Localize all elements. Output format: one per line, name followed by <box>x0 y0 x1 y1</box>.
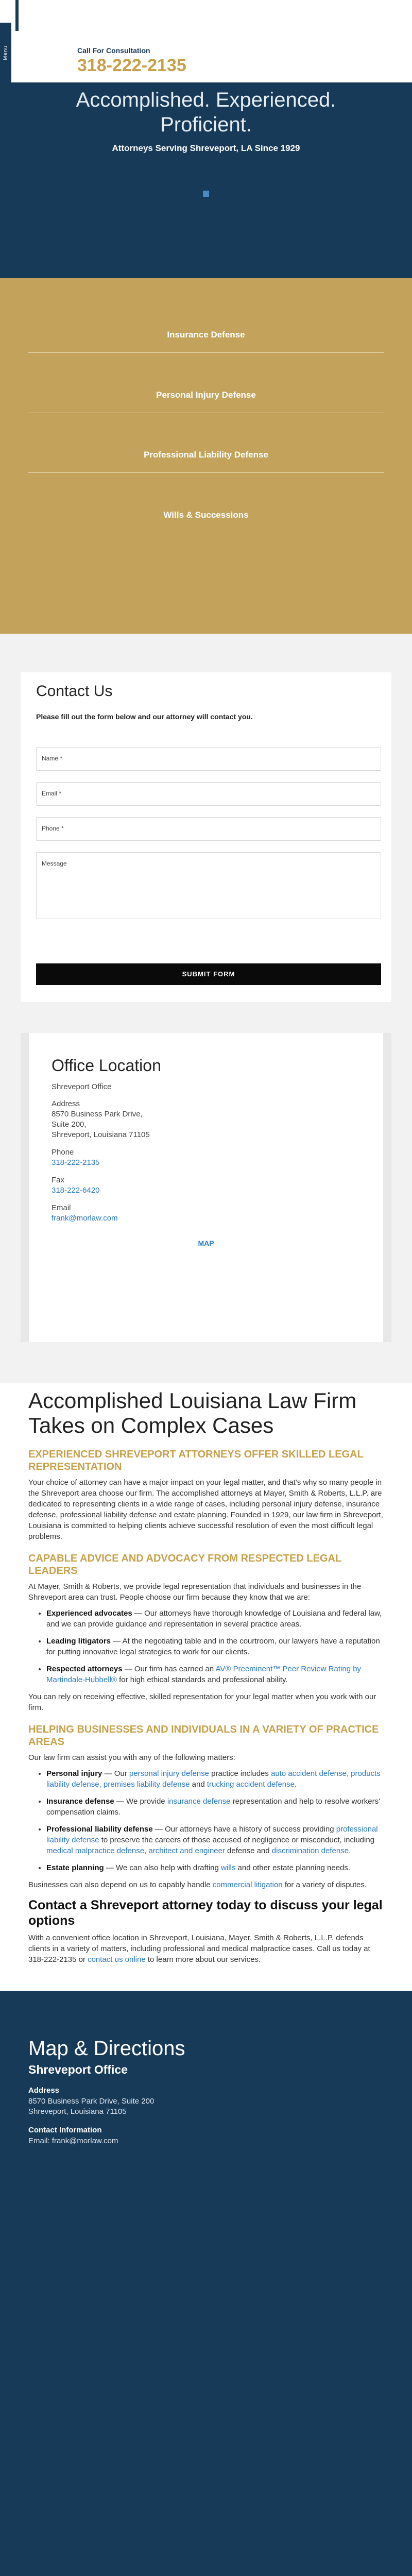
hero-title <box>0 82 412 137</box>
list-item <box>46 1664 384 1685</box>
discrimination-defense-link[interactable]: discrimination defense <box>271 1846 349 1855</box>
contact-online-link[interactable]: contact us online <box>88 1955 146 1964</box>
header-phone-link[interactable]: 318-222-2135 <box>77 56 186 75</box>
submit-form-button[interactable]: SUBMIT FORM <box>36 963 381 985</box>
section-heading: CAPABLE ADVICE AND ADVOCACY FROM RESPECTED LEGAL LEADERS <box>28 1553 341 1577</box>
practice-label: Professional Liability Defense <box>144 450 268 460</box>
list-term: Experienced advocates <box>46 1609 132 1618</box>
list-text: . <box>349 1846 351 1855</box>
list-text: — At the negotiating table and in the courtroom, our lawyers have a reputation for putting innovative legal strategies to work for our clients. <box>46 1637 380 1656</box>
card-side-bar <box>21 1033 29 1342</box>
text-span: for a variety of disputes. <box>282 1880 367 1889</box>
text-span: With a convenient office location in Shreveport, Louisiana, Mayer, Smith & Roberts, L.L.P. defends clients in a variety of matters, including professional and medical malpractice cases. Call us today at 318-222-2135 or <box>28 1934 370 1964</box>
list-term: Professional liability defense <box>46 1825 153 1834</box>
directions-email[interactable]: Email: frank@morlaw.com <box>28 2137 118 2145</box>
list-term: Estate planning <box>46 1863 104 1872</box>
list-text: defense and <box>225 1846 272 1855</box>
list-text: — We can also help with drafting <box>104 1863 221 1872</box>
list-term: Insurance defense <box>46 1797 114 1806</box>
hero-title-line2: Proficient. <box>160 113 252 136</box>
list-item <box>46 1796 384 1818</box>
malpractice-links[interactable]: medical malpractice defense, architect and engineer <box>46 1846 225 1855</box>
practice-label: Wills & Successions <box>163 510 249 520</box>
name-field[interactable]: Name * <box>36 747 381 771</box>
wills-link[interactable]: wills <box>221 1863 236 1872</box>
section-heading: HELPING BUSINESSES AND INDIVIDUALS IN A VARIETY OF PRACTICE AREAS <box>28 1724 379 1748</box>
card-side-bar <box>383 1033 391 1342</box>
site-header <box>0 0 412 82</box>
map-directions-section <box>0 1991 412 2576</box>
address-label: Address <box>52 1099 80 1108</box>
accident-defense-links[interactable]: auto accident defense, products liability defense, premises liability defense <box>46 1769 381 1789</box>
list-text: — Our attorneys have a history of success providing <box>152 1825 336 1834</box>
logo-mark[interactable] <box>15 0 19 31</box>
office-subtitle: Shreveport Office <box>52 1082 112 1091</box>
menu-tab[interactable]: Menu <box>0 23 11 82</box>
contact-intro: Please fill out the form below and our attorney will contact you. <box>36 713 253 721</box>
practice-item-professional-liability-defense[interactable] <box>28 450 384 460</box>
list-text: . <box>294 1780 297 1789</box>
practice-item-insurance-defense[interactable] <box>28 330 384 340</box>
office-title: Office Location <box>52 1056 161 1075</box>
insurance-defense-link[interactable]: insurance defense <box>167 1797 231 1806</box>
commercial-litigation-link[interactable]: commercial litigation <box>212 1880 283 1889</box>
practice-areas-band <box>0 278 412 634</box>
text-span: Businesses can also depend on us to capably handle <box>28 1880 213 1889</box>
image-placeholder-icon <box>203 191 209 197</box>
paragraph: Your choice of attorney can have a major impact on your legal matter, and that's why so many people in the Shreveport area choose our firm. The accomplished attorneys at Mayer, Smith & Roberts, L.L.P. are dedicated to representing clients in a wide range of cases, including personal injury defense, insurance defense, professional liability defense and estate planning. Founded in 1929, our law firm in Shreveport, Louisiana is committed to helping clients achieve successful resolution of even the most difficult legal problems. <box>28 1478 383 1541</box>
list-term: Respected attorneys <box>46 1665 123 1673</box>
directions-title: Map & Directions <box>28 2037 185 2060</box>
map-link[interactable]: MAP <box>198 1239 214 1247</box>
list-text: for high ethical standards and professional ability. <box>116 1675 288 1684</box>
address-line3: Shreveport, Louisiana 71105 <box>52 1130 150 1139</box>
fax-label: Fax <box>52 1176 65 1184</box>
paragraph <box>28 1879 384 1890</box>
office-fax: 318-222-6420 <box>52 1186 100 1195</box>
contact-section <box>0 634 412 1383</box>
list-item <box>46 1608 384 1630</box>
article-content <box>0 1388 412 1965</box>
paragraph <box>28 1933 384 1965</box>
trucking-accident-link[interactable]: trucking accident defense <box>207 1780 295 1789</box>
practice-item-personal-injury-defense[interactable] <box>28 390 384 400</box>
list-item <box>46 1862 384 1873</box>
section-heading: EXPERIENCED SHREVEPORT ATTORNEYS OFFER SKILLED LEGAL REPRESENTATION <box>28 1449 364 1472</box>
list-text: representation and help to resolve workers' compensation claims. <box>46 1797 380 1817</box>
office-card <box>21 1033 391 1342</box>
contact-title: Contact Us <box>36 683 113 700</box>
address-line1: 8570 Business Park Drive, <box>52 1110 143 1118</box>
email-field[interactable]: Email * <box>36 782 381 806</box>
av-rating-link[interactable]: AV® Preeminent™ Peer Review Rating by Martindale-Hubbell® <box>46 1665 362 1684</box>
hero-banner <box>0 82 412 278</box>
list-text: to preserve the careers of those accused of negligence or misconduct, including <box>99 1836 375 1844</box>
directions-address-line2: Shreveport, Louisiana 71105 <box>28 2107 127 2116</box>
practice-list <box>46 1768 384 1873</box>
phone-label: Phone <box>52 1148 74 1157</box>
directions-address-label: Address <box>28 2086 60 2095</box>
practice-item-wills-successions[interactable] <box>28 510 384 520</box>
list-text: — Our attorneys have thorough knowledge of Louisiana and federal law, and we can provide guidance and representation in several practice areas. <box>46 1609 382 1629</box>
list-term: Leading litigators <box>46 1637 111 1646</box>
list-text: — Our <box>102 1769 129 1778</box>
address-line2: Suite 200, <box>52 1120 87 1129</box>
paragraph: Our law firm can assist you with any of the following matters: <box>28 1753 235 1762</box>
contact-card <box>21 672 391 1002</box>
email-label: Email <box>52 1204 71 1212</box>
divider <box>28 472 384 473</box>
office-email-link[interactable]: frank@morlaw.com <box>52 1214 118 1223</box>
divider <box>28 352 384 353</box>
hero-title-line1: Accomplished. Experienced. <box>76 89 336 111</box>
list-text: and other estate planning needs. <box>235 1863 351 1872</box>
text-span: to learn more about our services. <box>145 1955 261 1964</box>
hero-tagline: Attorneys Serving Shreveport, LA Since 1929 <box>112 143 300 153</box>
list-text: and <box>190 1780 207 1789</box>
directions-address-line1: 8570 Business Park Drive, Suite 200 <box>28 2097 154 2106</box>
message-field[interactable]: Message <box>36 852 381 919</box>
professional-liability-link[interactable]: professional liability defense <box>46 1825 378 1844</box>
list-text: — We provide <box>114 1797 167 1806</box>
call-label: Call For Consultation <box>77 46 150 55</box>
office-phone-link[interactable]: 318-222-2135 <box>52 1158 100 1167</box>
qualities-list <box>46 1608 384 1685</box>
list-item <box>46 1768 384 1790</box>
article-heading: Accomplished Louisiana Law Firm Takes on Complex Cases <box>28 1388 357 1437</box>
personal-injury-link[interactable]: personal injury defense <box>129 1769 209 1778</box>
list-term: Personal injury <box>46 1769 102 1778</box>
contact-info-label: Contact Information <box>28 2126 102 2134</box>
practice-label: Insurance Defense <box>167 330 245 340</box>
cta-heading: Contact a Shreveport attorney today to discuss your legal options <box>28 1898 383 1928</box>
list-text: — Our firm has earned an <box>122 1665 216 1673</box>
practice-label: Personal Injury Defense <box>156 390 256 400</box>
list-text: practice includes <box>209 1769 271 1778</box>
list-item <box>46 1824 384 1856</box>
list-item <box>46 1636 384 1657</box>
directions-office: Shreveport Office <box>28 2063 128 2076</box>
paragraph: At Mayer, Smith & Roberts, we provide legal representation that individuals and businesses in the Shreveport area can trust. People choose our firm because they know that we are: <box>28 1582 362 1602</box>
phone-field[interactable]: Phone * <box>36 817 381 841</box>
paragraph: You can rely on receiving effective, skilled representation for your legal matter when you work with our firm. <box>28 1692 376 1712</box>
